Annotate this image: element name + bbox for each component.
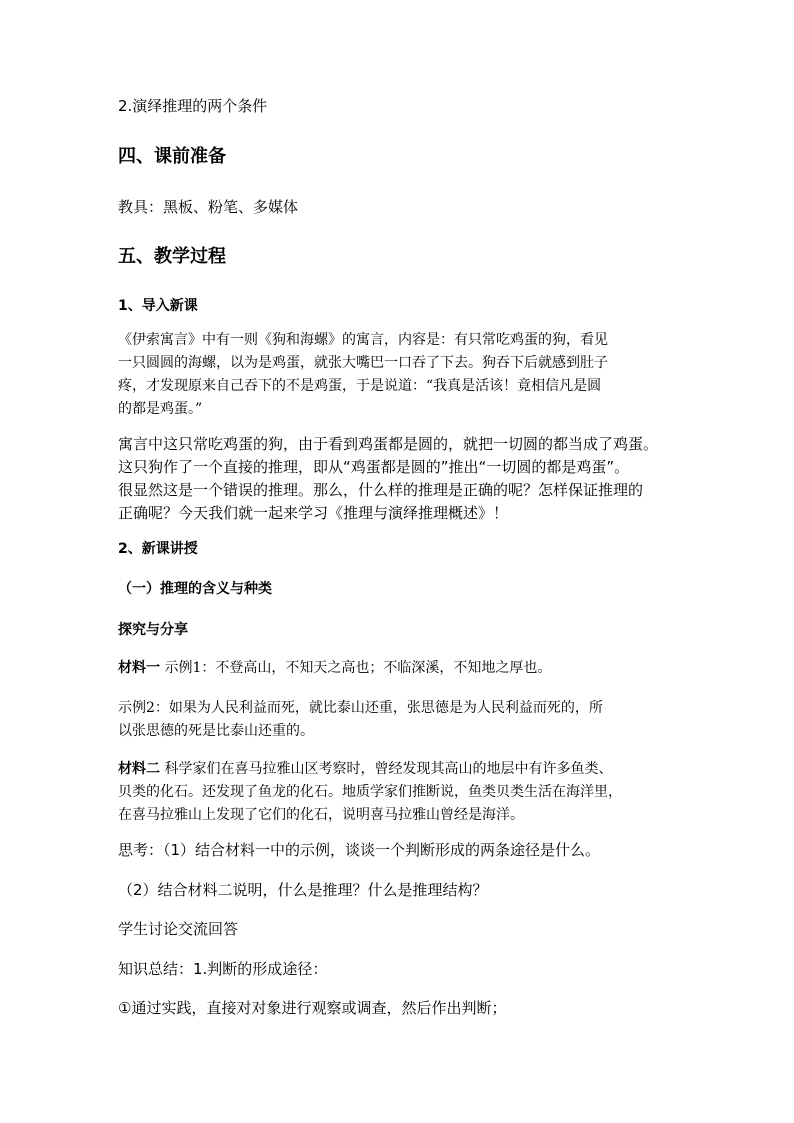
material-2-line: 在喜马拉雅山上发现了它们的化石，说明喜马拉雅山曾经是海洋。 bbox=[118, 807, 524, 823]
fable-line: 的都是鸡蛋。” bbox=[118, 401, 203, 417]
section-4-heading: 四、课前准备 bbox=[118, 146, 226, 167]
intro-line: 很显然这是一个错误的推理。那么，什么样的推理是正确的呢？怎样保证推理的 bbox=[118, 481, 644, 499]
think-question-2: （2）结合材料二说明，什么是推理？什么是推理结构？ bbox=[118, 881, 488, 899]
knowledge-summary: 知识总结：1.判断的形成途径： bbox=[118, 960, 328, 978]
part-1-heading: （一）推理的含义与种类 bbox=[118, 581, 272, 597]
material-2-line: 科学家们在喜马拉雅山区考察时，曾经发现其高山的地层中有许多鱼类、 bbox=[160, 761, 613, 777]
fable-paragraph bbox=[118, 329, 678, 421]
summary-point-1: ①通过实践，直接对对象进行观察或调查，然后作出判断； bbox=[118, 999, 507, 1017]
fable-line: 《伊索寓言》中有一则《狗和海螺》的寓言，内容是：有只常吃鸡蛋的狗，看见 bbox=[118, 332, 608, 348]
section-4-text: 教具：黑板、粉笔、多媒体 bbox=[118, 198, 299, 216]
think-question-1: 思考：（1）结合材料一中的示例，谈谈一个判断形成的两条途径是什么。 bbox=[118, 841, 601, 859]
example-2-line: 示例2：如果为人民利益而死，就比泰山还重，张思德是为人民利益而死的，所 bbox=[118, 700, 603, 716]
material-1 bbox=[118, 657, 678, 680]
material-2-label: 材料二 bbox=[118, 761, 160, 777]
item-2: 2.演绎推理的两个条件 bbox=[118, 97, 268, 115]
fable-line: 疼，才发现原来自己吞下的不是鸡蛋，于是说道：“我真是活该！竟相信凡是圆 bbox=[118, 378, 602, 394]
intro-line: 寓言中这只常吃鸡蛋的狗，由于看到鸡蛋都是圆的，就把一切圆的都当成了鸡蛋。 bbox=[118, 435, 659, 453]
explore-heading: 探究与分享 bbox=[118, 622, 188, 638]
material-2-paragraph bbox=[118, 758, 678, 827]
material-1-label: 材料一 bbox=[118, 660, 160, 676]
material-1-text: 示例1：不登高山，不知天之高也；不临深溪，不知地之厚也。 bbox=[160, 660, 552, 676]
subsection-2-heading: 2、新课讲授 bbox=[118, 541, 198, 557]
section-5-heading: 五、教学过程 bbox=[118, 246, 226, 267]
subsection-1-heading: 1、导入新课 bbox=[118, 298, 198, 314]
example-2-paragraph bbox=[118, 697, 678, 743]
fable-line: 一只圆圆的海螺，以为是鸡蛋，就张大嘴巴一口吞了下去。狗吞下后就感到肚子 bbox=[118, 355, 608, 371]
student-discussion: 学生讨论交流回答 bbox=[118, 920, 239, 938]
material-2-line: 贝类的化石。还发现了鱼龙的化石。地质学家们推断说，鱼类贝类生活在海洋里， bbox=[118, 784, 622, 800]
intro-line: 这只狗作了一个直接的推理，即从“鸡蛋都是圆的”推出“一切圆的都是鸡蛋”。 bbox=[118, 458, 630, 476]
intro-paragraph bbox=[118, 433, 678, 525]
intro-line: 正确呢？今天我们就一起来学习《推理与演绎推理概述》！ bbox=[118, 504, 509, 522]
example-2-line: 以张思德的死是比泰山还重的。 bbox=[118, 723, 314, 739]
